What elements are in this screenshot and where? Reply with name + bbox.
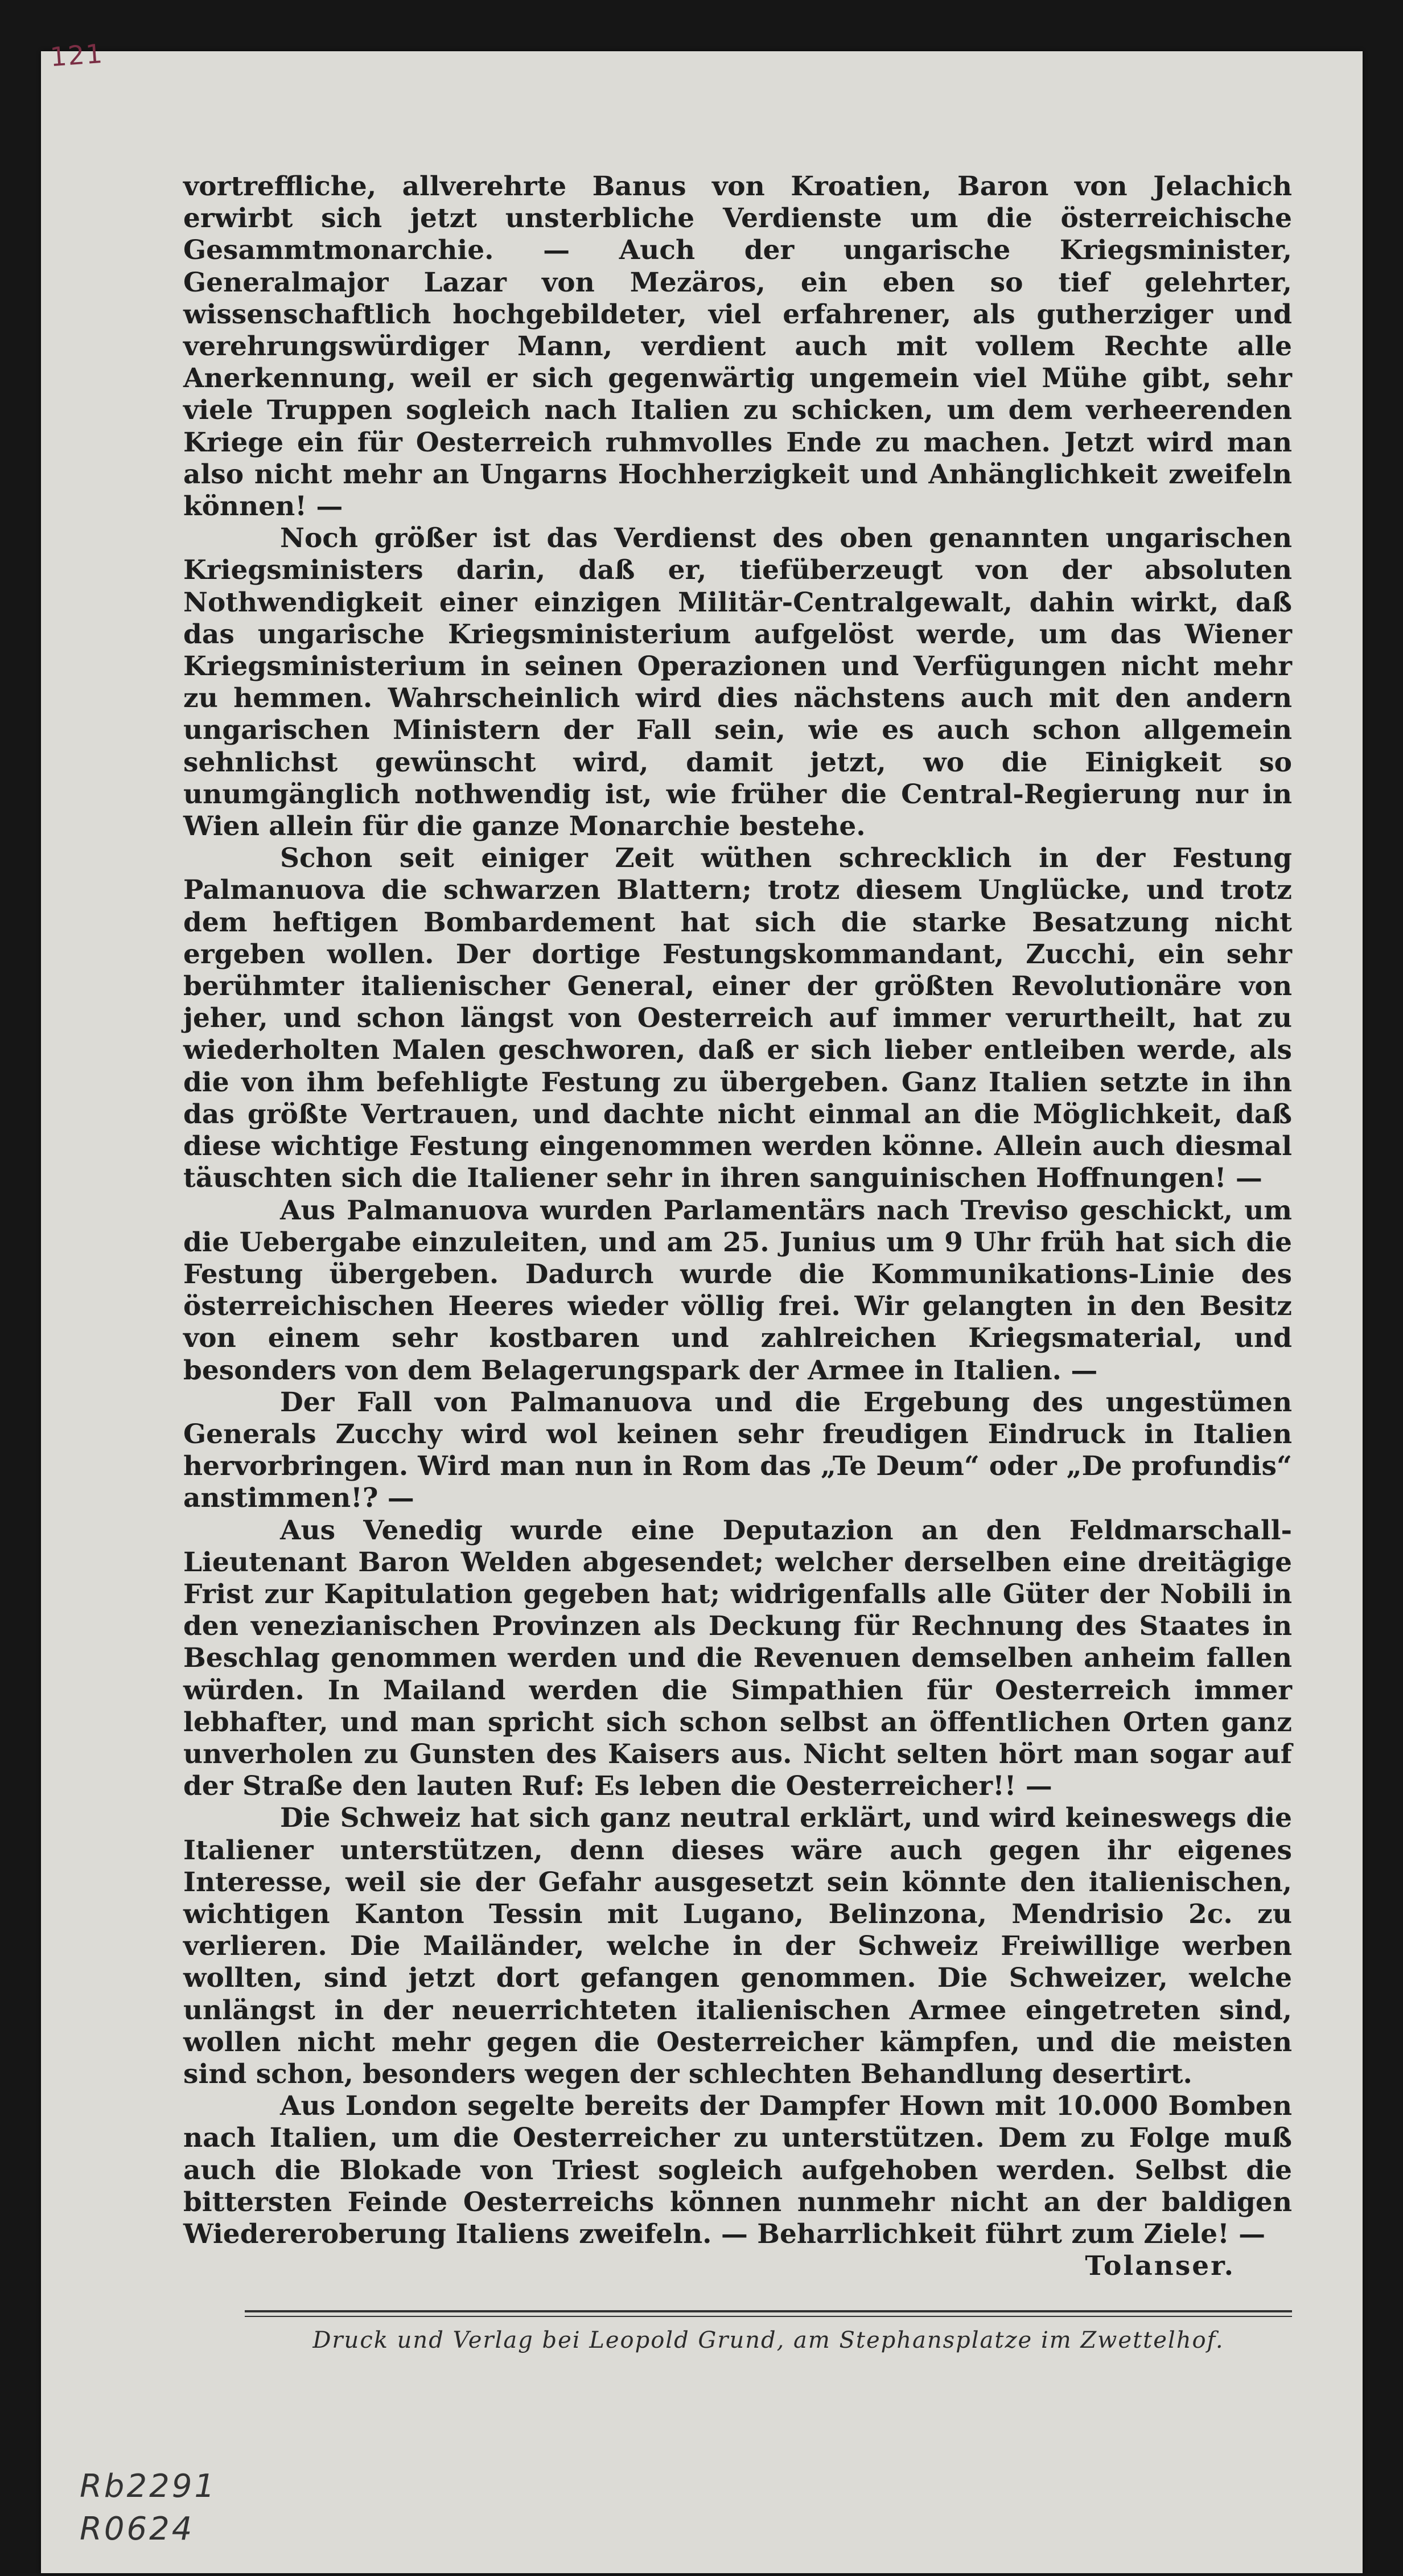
- printer-imprint: Druck und Verlag bei Leopold Grund, am Stephansplatze im Zwettelhof.: [312, 2327, 1224, 2353]
- paragraph-8: Aus London segelte bereits der Dampfer Hown mit 10.000 Bomben nach Italien, um die Oesterreicher zu unterstützen. Dem zu Folge muß auch die Blokade von Triest sogleich aufgehoben werden. Selbst die bittersten Feinde Oesterreichs können nunmehr nicht an der baldigen Wiedereroberung Italiens zweifeln. — Beharrlichkeit führt zum Ziele! —: [183, 2090, 1292, 2250]
- footer-rule-thick: [245, 2310, 1292, 2312]
- archive-mark: 121: [49, 38, 105, 73]
- paragraph-7: Die Schweiz hat sich ganz neutral erklärt, und wird keineswegs die Italiener unterstützen, denn dieses wäre auch gegen ihr eigenes Interesse, weil sie der Gefahr ausgesetzt sein könnte den italienischen, wichtigen Kanton Tessin mit Lugano, Belinzona, Mendrisio 2c. zu verlieren. Die Mailänder, welche in der Schweiz Freiwillige werben wollten, sind jetzt dort gefangen genommen. Die Schweizer, welche unlängst in der neuerrichteten italienischen Armee eingetreten sind, wollen nicht mehr gegen die Oesterreicher kämpfen, und die meisten sind schon, besonders wegen der schlechten Behandlung desertirt.: [183, 1802, 1292, 2090]
- signature: Tolanser.: [1085, 2250, 1235, 2282]
- call-number-1: Rb2291: [80, 2468, 217, 2505]
- paragraph-4: Aus Palmanuova wurden Parlamentärs nach Treviso geschickt, um die Uebergabe einzuleiten, und am 25. Junius um 9 Uhr früh hat sich die Festung übergeben. Dadurch wurde die Kommunikations-Linie des österreichischen Heeres wieder völlig frei. Wir gelangten in den Besitz von einem sehr kostbaren und zahlreichen Kriegsmaterial, und besonders von dem Belagerungspark der Armee in Italien. —: [183, 1194, 1292, 1386]
- article-body: [183, 171, 1292, 2282]
- paragraph-2: Noch größer ist das Verdienst des oben genannten ungarischen Kriegsministers darin, daß er, tiefüberzeugt von der absoluten Nothwendigkeit einer einzigen Militär-Centralgewalt, dahin wirkt, daß das ungarische Kriegsministerium aufgelöst werde, um das Wiener Kriegsministerium in seinen Operazionen und Verfügungen nicht mehr zu hemmen. Wahrscheinlich wird dies nächstens auch mit den andern ungarischen Ministern der Fall sein, wie es auch schon allgemein sehnlichst gewünscht wird, damit jetzt, wo die Einigkeit so unumgänglich nothwendig ist, wie früher die Central-Regierung nur in Wien allein für die ganze Monarchie bestehe.: [183, 523, 1292, 843]
- paragraph-6: Aus Venedig wurde eine Deputazion an den Feldmarschall-Lieutenant Baron Welden abgesendet; welcher derselben eine dreitägige Frist zur Kapitulation gegeben hat; widrigenfalls alle Güter der Nobili in den venezianischen Provinzen als Deckung für Rechnung des Staates in Beschlag genommen werden und die Revenuen demselben anheim fallen würden. In Mailand werden die Simpathien für Oesterreich immer lebhafter, und man spricht sich schon selbst an öffentlichen Orten ganz unverholen zu Gunsten des Kaisers aus. Nicht selten hört man sogar auf der Straße den lauten Ruf: Es leben die Oesterreicher!! —: [183, 1514, 1292, 1802]
- call-number-2: R0624: [80, 2511, 195, 2548]
- paragraph-3: Schon seit einiger Zeit wüthen schrecklich in der Festung Palmanuova die schwarzen Blattern; trotz diesem Unglücke, und trotz dem heftigen Bombardement hat sich die starke Besatzung nicht ergeben wollen. Der dortige Festungskommandant, Zucchi, ein sehr berühmter italienischer General, einer der größten Revolutionäre von jeher, und schon längst von Oesterreich auf immer verurtheilt, hat zu wiederholten Malen geschworen, daß er sich lieber entleiben werde, als die von ihm befehligte Festung zu übergeben. Ganz Italien setzte in ihn das größte Vertrauen, und dachte nicht einmal an die Möglichkeit, daß diese wichtige Festung eingenommen werden könne. Allein auch diesmal täuschten sich die Italiener sehr in ihren sanguinischen Hoffnungen! —: [183, 843, 1292, 1194]
- footer-rule-thin: [245, 2316, 1292, 2317]
- paragraph-1: vortreffliche, allverehrte Banus von Kroatien, Baron von Jelachich erwirbt sich jetzt unsterbliche Verdienste um die österreichische Gesammtmonarchie. — Auch der ungarische Kriegsminister, Generalmajor Lazar von Mezäros, ein eben so tief gelehrter, wissenschaftlich hochgebildeter, viel erfahrener, als gutherziger und verehrungswürdiger Mann, verdient auch mit vollem Rechte alle Anerkennung, weil er sich gegenwärtig ungemein viel Mühe gibt, sehr viele Truppen sogleich nach Italien zu schicken, um dem verheerenden Kriege ein für Oesterreich ruhmvolles Ende zu machen. Jetzt wird man also nicht mehr an Ungarns Hochherzigkeit und Anhänglichkeit zweifeln können! —: [183, 171, 1292, 523]
- paragraph-5: Der Fall von Palmanuova und die Ergebung des ungestümen Generals Zucchy wird wol keinen sehr freudigen Eindruck in Italien hervorbringen. Wird man nun in Rom das „Te Deum“ oder „De profundis“ anstimmen!? —: [183, 1386, 1292, 1514]
